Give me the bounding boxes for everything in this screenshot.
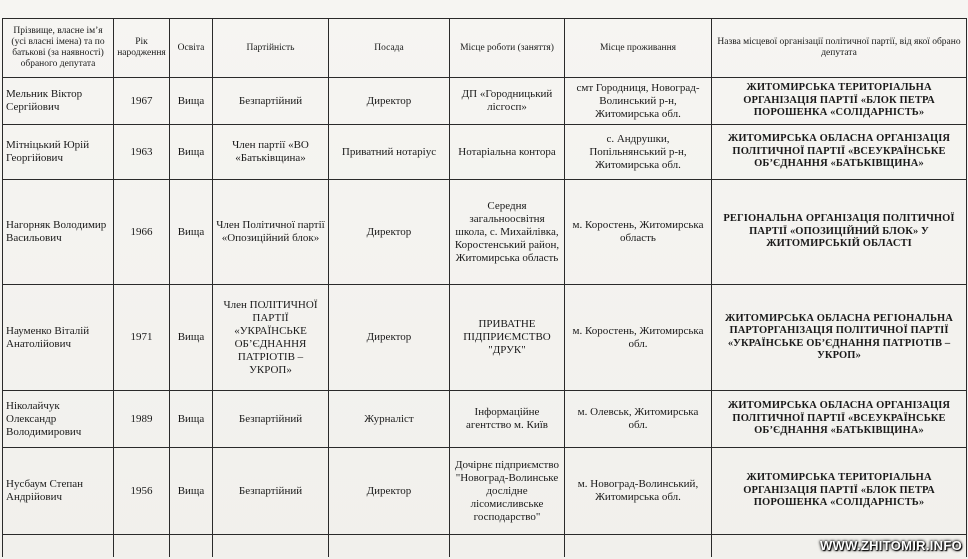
cell-name: Ніколайчук Олександр Володимирович bbox=[3, 391, 114, 448]
cell-education: Вища bbox=[170, 391, 213, 448]
cell-workplace: ДП «Городницький лісгосп» bbox=[450, 78, 565, 125]
site-watermark: WWW.ZHITOMIR.INFO bbox=[819, 538, 962, 553]
header-education: Освіта bbox=[170, 19, 213, 78]
cell-education: Вища bbox=[170, 78, 213, 125]
table-row bbox=[3, 125, 967, 180]
cell-party: Безпартійний bbox=[213, 391, 329, 448]
cell-organization: ЖИТОМИРСЬКА ОБЛАСНА РЕГІОНАЛЬНА ПАРТОРГАНІЗАЦІЯ ПОЛІТИЧНОЇ ПАРТІЇ «УКРАЇНСЬКЕ ОБ’ЄДНАННЯ ПАТРІОТІВ – УКРОП» bbox=[712, 285, 967, 391]
cell-workplace: Дочірнє підприємство "Новоград-Волинське дослідне лісомисливське господарство" bbox=[450, 448, 565, 535]
cell-workplace: Нотаріальна контора bbox=[450, 125, 565, 180]
header-residence: Місце проживання bbox=[565, 19, 712, 78]
cell-organization: ЖИТОМИРСЬКА ОБЛАСНА ОРГАНІЗАЦІЯ ПОЛІТИЧНОЇ ПАРТІЇ «ВСЕУКРАЇНСЬКЕ ОБ’ЄДНАННЯ «БАТЬКІВЩИНА» bbox=[712, 391, 967, 448]
header-row bbox=[3, 19, 967, 78]
cell-organization: ЖИТОМИРСЬКА ОБЛАСНА ОРГАНІЗАЦІЯ ПОЛІТИЧНОЇ ПАРТІЇ «ВСЕУКРАЇНСЬКЕ ОБ’ЄДНАННЯ «БАТЬКІВЩИНА» bbox=[712, 125, 967, 180]
cell-position: Директор bbox=[329, 180, 450, 285]
header-name: Прізвище, власне ім’я (усі власні імена) та по батькові (за наявності) обраного депутата bbox=[3, 19, 114, 78]
header-party: Партійність bbox=[213, 19, 329, 78]
cell-residence: м. Олевськ, Житомирська обл. bbox=[565, 391, 712, 448]
deputies-table bbox=[2, 18, 967, 557]
cell-position: Директор bbox=[329, 448, 450, 535]
cell-workplace: Інформаційне агентство м. Київ bbox=[450, 391, 565, 448]
cell-year: 1989 bbox=[114, 391, 170, 448]
cell-education: Вища bbox=[170, 448, 213, 535]
cell-year: 1971 bbox=[114, 285, 170, 391]
cell-residence: с. Андрушки, Попільнянський р-н, Житомирська обл. bbox=[565, 125, 712, 180]
cell-party: Безпартійний bbox=[213, 448, 329, 535]
cell-residence: м. Коростень, Житомирська обл. bbox=[565, 285, 712, 391]
cell-education: Вища bbox=[170, 285, 213, 391]
cell-empty bbox=[3, 535, 114, 558]
cell-party: Безпартійний bbox=[213, 78, 329, 125]
header-year: Рік народження bbox=[114, 19, 170, 78]
table-row bbox=[3, 391, 967, 448]
cell-position: Приватний нотаріус bbox=[329, 125, 450, 180]
cell-position: Директор bbox=[329, 78, 450, 125]
cell-organization: РЕГІОНАЛЬНА ОРГАНІЗАЦІЯ ПОЛІТИЧНОЇ ПАРТІЇ «ОПОЗИЦІЙНИЙ БЛОК» У ЖИТОМИРСЬКІЙ ОБЛАСТІ bbox=[712, 180, 967, 285]
cell-empty bbox=[565, 535, 712, 558]
cell-year: 1967 bbox=[114, 78, 170, 125]
table-row bbox=[3, 448, 967, 535]
header-workplace: Місце роботи (заняття) bbox=[450, 19, 565, 78]
cell-empty bbox=[329, 535, 450, 558]
cell-workplace: Середня загальноосвітня школа, с. Михайлівка, Коростенський район, Житомирська область bbox=[450, 180, 565, 285]
cell-party: Член Політичної партії «Опозиційний блок» bbox=[213, 180, 329, 285]
table-row bbox=[3, 180, 967, 285]
cell-year: 1966 bbox=[114, 180, 170, 285]
table-row bbox=[3, 285, 967, 391]
cell-name: Нусбаум Степан Андрійович bbox=[3, 448, 114, 535]
header-organization: Назва місцевої організації політичної партії, від якої обрано депутата bbox=[712, 19, 967, 78]
cell-education: Вища bbox=[170, 125, 213, 180]
cell-residence: м. Новоград-Волинський, Житомирська обл. bbox=[565, 448, 712, 535]
cell-residence: м. Коростень, Житомирська область bbox=[565, 180, 712, 285]
cell-name: Мітніцький Юрій Георгійович bbox=[3, 125, 114, 180]
cell-position: Директор bbox=[329, 285, 450, 391]
cell-organization: ЖИТОМИРСЬКА ТЕРИТОРІАЛЬНА ОРГАНІЗАЦІЯ ПАРТІЇ «БЛОК ПЕТРА ПОРОШЕНКА «СОЛІДАРНІСТЬ» bbox=[712, 78, 967, 125]
table-row bbox=[3, 78, 967, 125]
cell-position: Журналіст bbox=[329, 391, 450, 448]
cell-organization: ЖИТОМИРСЬКА ТЕРИТОРІАЛЬНА ОРГАНІЗАЦІЯ ПАРТІЇ «БЛОК ПЕТРА ПОРОШЕНКА «СОЛІДАРНІСТЬ» bbox=[712, 448, 967, 535]
cell-party: Член ПОЛІТИЧНОЇ ПАРТІЇ «УКРАЇНСЬКЕ ОБ’ЄДНАННЯ ПАТРІОТІВ – УКРОП» bbox=[213, 285, 329, 391]
cell-residence: смт Городниця, Новоград-Волинський р-н, Житомирська обл. bbox=[565, 78, 712, 125]
cell-name: Мельник Віктор Сергійович bbox=[3, 78, 114, 125]
cell-name: Науменко Віталій Анатолійович bbox=[3, 285, 114, 391]
cell-empty bbox=[450, 535, 565, 558]
cell-year: 1963 bbox=[114, 125, 170, 180]
cell-workplace: ПРИВАТНЕ ПІДПРИЄМСТВО "ДРУК" bbox=[450, 285, 565, 391]
cell-education: Вища bbox=[170, 180, 213, 285]
cell-empty bbox=[114, 535, 170, 558]
cell-party: Член партії «ВО «Батьківщина» bbox=[213, 125, 329, 180]
cell-name: Нагорняк Володимир Васильович bbox=[3, 180, 114, 285]
cell-year: 1956 bbox=[114, 448, 170, 535]
header-position: Посада bbox=[329, 19, 450, 78]
cell-empty bbox=[170, 535, 213, 558]
cell-empty bbox=[213, 535, 329, 558]
